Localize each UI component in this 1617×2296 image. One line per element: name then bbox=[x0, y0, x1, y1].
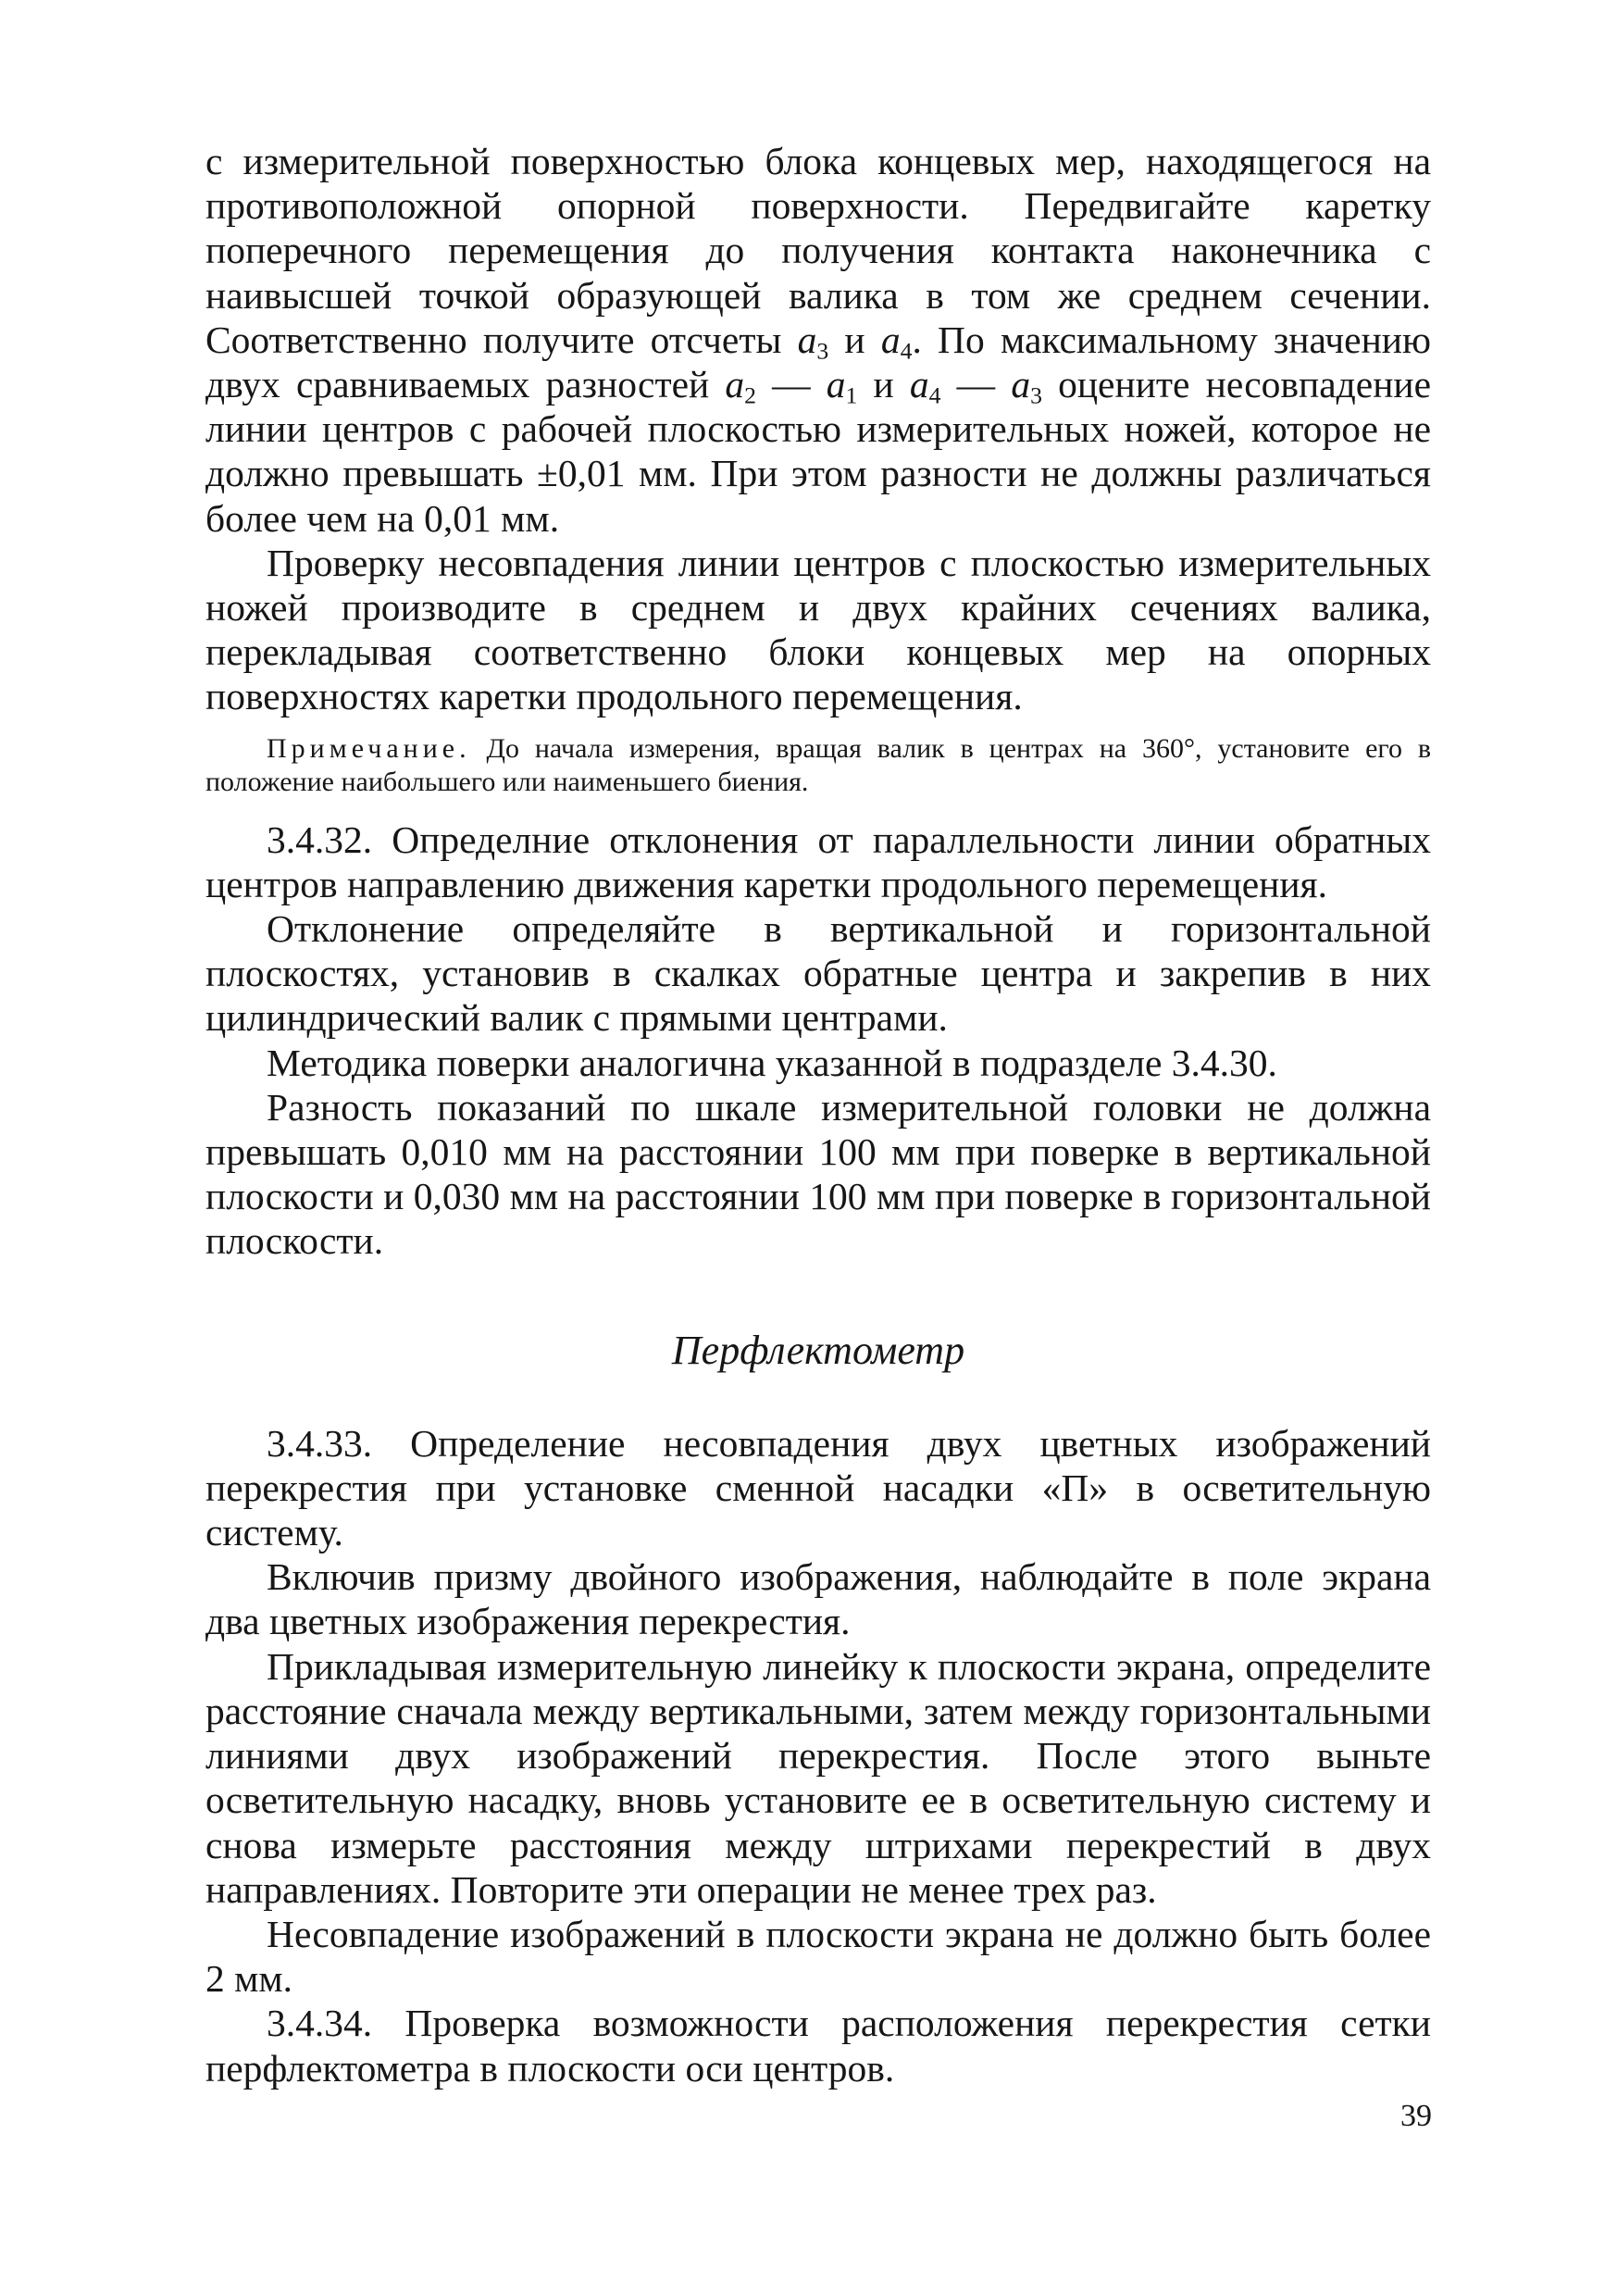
variable-letter: a bbox=[797, 318, 817, 361]
variable-letter: a bbox=[909, 363, 929, 406]
text-segment: — bbox=[755, 363, 827, 406]
section-title-perflectometer: Перфлектометр bbox=[671, 1327, 965, 1373]
paragraph-method-reference: Методика поверки аналогична указанной в подразделе 3.4.30. bbox=[267, 1041, 1277, 1084]
variable-index: 1 bbox=[845, 381, 858, 409]
text-segment: оцените несовпадение линии центров с рабочей плоскостью измерительных ножей, которое не должно превышать ±0,01 мм. При этом разности не должны различаться более чем на 0,01 мм. bbox=[205, 363, 1432, 540]
page-number: 39 bbox=[1400, 2099, 1432, 2133]
variable-index: 4 bbox=[928, 381, 941, 409]
text-segment: с измерительной поверхностью блока концевых мер, находящегося на противоположной опорной поверхности. Передвигайте каретку поперечного перемещения до получения контакта наконечника с наивысшей точкой образующей валика в том же среднем сечении. Соответственно получите отсчеты bbox=[205, 140, 1431, 361]
section-3-4-33-heading: 3.4.33. Определение несовпадения двух цветных изображений перекрестия при установке сменной насадки «П» в осветительную систему. bbox=[205, 1421, 1431, 1554]
paragraph-double-image-prism: Включив призму двойного изображения, наблюдайте в поле экрана два цветных изображения перекрестия. bbox=[205, 1555, 1431, 1643]
variable-a4 bbox=[880, 318, 913, 365]
variable-index: 2 bbox=[744, 381, 756, 409]
text-segment: и bbox=[857, 363, 910, 406]
note-label: Примечание. bbox=[267, 732, 471, 764]
paragraph-scale-tolerance: Разность показаний по шкале измерительной головки не должна превышать 0,010 мм на расстоянии 100 мм при поверке в вертикальной плоскости и 0,030 мм на расстоянии 100 мм при поверке в горизонтальной плоскости. bbox=[205, 1085, 1431, 1263]
variable-index: 3 bbox=[816, 337, 829, 365]
text-segment: — bbox=[940, 363, 1012, 406]
paragraph-measurement-procedure: Прикладывая измерительную линейку к плоскости экрана, определите расстояние сначала между вертикальными, затем между горизонтальными линиями двух изображений перекрестия. После этого выньте осветительную насадку, вновь установите ее в осветительную систему и снова измерьте расстояния между штрихами перекрестий в двух направлениях. Повторите эти операции не менее трех раз. bbox=[205, 1644, 1431, 1911]
variable-a3 bbox=[1011, 363, 1042, 409]
note-text: До начала измерения, вращая валик в центрах на 360°, установите его в положение наибольшего или наименьшего биения. bbox=[205, 732, 1431, 797]
variable-letter: a bbox=[880, 318, 901, 361]
variable-index: 4 bbox=[900, 337, 913, 365]
text-column bbox=[205, 139, 1431, 2090]
variable-a1 bbox=[826, 363, 858, 409]
variable-index: 3 bbox=[1030, 381, 1042, 409]
paragraph-calibration-continuation bbox=[205, 139, 1431, 541]
paragraph-deviation-planes: Отклонение определяйте в вертикальной и горизонтальной плоскостях, установив в скалках обратные центра и закрепив в них цилиндрический валик с прямыми центрами. bbox=[205, 907, 1431, 1040]
paragraph-sections-check: Проверку несовпадения линии центров с плоскостью измерительных ножей производите в среднем и двух крайних сечениях валика, перекладывая соответственно блоки концевых мер на опорных поверхностях каретки продольного перемещения. bbox=[205, 541, 1431, 718]
variable-a4 bbox=[909, 363, 941, 409]
variable-a2 bbox=[725, 363, 756, 409]
section-3-4-34-heading: 3.4.34. Проверка возможности расположения перекрестия сетки перфлектометра в плоскости оси центров. bbox=[205, 2002, 1431, 2090]
section-3-4-32-heading: 3.4.32. Определние отклонения от параллельности линии обратных центров направлению движения каретки продольного перемещения. bbox=[205, 817, 1431, 905]
variable-letter: a bbox=[1011, 363, 1031, 406]
note-paragraph bbox=[205, 732, 1431, 799]
variable-letter: a bbox=[826, 363, 846, 406]
variable-a3 bbox=[797, 318, 829, 365]
text-segment: . По максимальному значению двух сравниваемых разностей bbox=[205, 318, 1431, 406]
text-segment: и bbox=[828, 318, 881, 361]
paragraph-mismatch-limit: Несовпадение изображений в плоскости экрана не должно быть более 2 мм. bbox=[205, 1912, 1431, 2001]
variable-letter: a bbox=[725, 363, 745, 406]
